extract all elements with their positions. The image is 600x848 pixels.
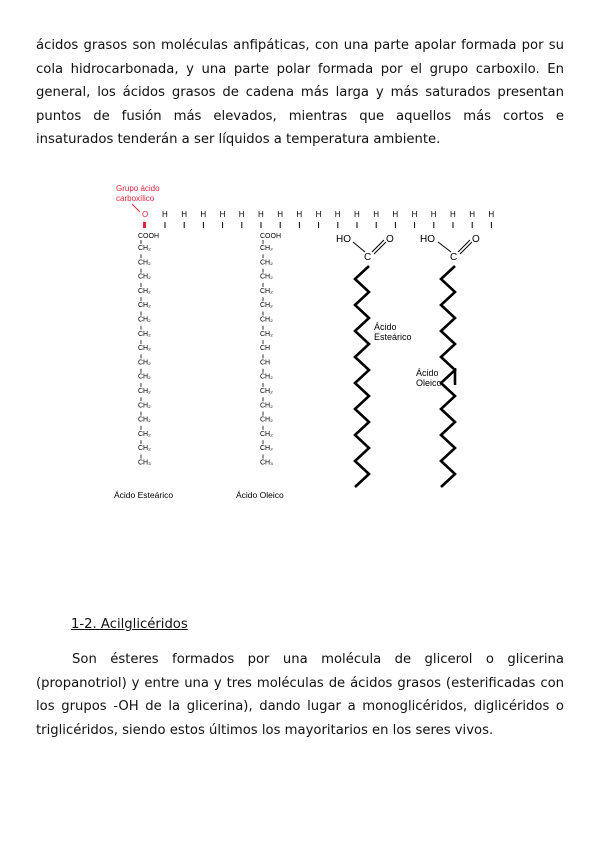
- h-atom: H: [162, 210, 168, 219]
- h-atom: H: [258, 210, 264, 219]
- carboxyl-label-1: Grupo ácido: [116, 184, 160, 193]
- section-heading: 1-2. Acilglicéridos: [71, 617, 188, 632]
- chain-unit: CH₂: [260, 245, 273, 252]
- chain-unit: CH: [260, 359, 271, 367]
- stearic-ho: HO: [336, 234, 351, 245]
- chain-unit: CH₂: [138, 430, 151, 438]
- stearic-chain-column: [138, 240, 151, 467]
- chain-unit: CH₂: [138, 445, 151, 453]
- h-atom: H: [430, 210, 437, 219]
- h-atom: H: [411, 210, 418, 219]
- oleic-caption: Ácido Oleico: [236, 490, 284, 500]
- oleic-cooh: COOH: [260, 233, 281, 240]
- h-atom: H: [488, 210, 495, 219]
- stearic-cooh: COOH: [138, 233, 159, 240]
- chain-unit: CH₃: [138, 459, 151, 467]
- paragraph-acylglycerides: Son ésteres formados por una molécula de glicerol o glicerina (propanotriol) y entre una y tres moléculas de ácidos grasos (esterificadas con los grupos -OH de la glicerina), dando lugar a monoglicéridos, diglicéridos o triglicéridos, siendo estos últimos los mayoritarios en los seres vivos.: [36, 652, 564, 738]
- chain-unit: CH₂: [138, 245, 151, 252]
- chain-unit: CH₂: [138, 287, 151, 295]
- chain-unit: CH₂: [138, 416, 151, 424]
- stearic-zigzag-chain: [355, 266, 369, 487]
- oleic-ho-bond: [438, 242, 451, 252]
- oleic-chain-column: [260, 240, 273, 467]
- chain-unit: CH₂: [138, 402, 151, 410]
- h-atom: H: [200, 210, 207, 219]
- chain-unit: CH₂: [260, 302, 273, 310]
- chain-unit: CH₂: [260, 388, 273, 395]
- h-atom: H: [469, 210, 475, 219]
- chain-unit: CH₂: [138, 359, 151, 367]
- h-atom: H: [296, 210, 303, 219]
- chain-unit: CH₂: [260, 316, 273, 324]
- chain-unit: CH₂: [138, 388, 151, 395]
- paragraph-fatty-acids: ácidos grasos son moléculas anfipáticas, con una parte apolar formada por su cola hidrocarbonada, y una parte polar formada por el grupo carboxilo. En general, los ácidos grasos de cadena más larga y más saturados presentan puntos de fusión más elevados, mientras que aquellos más cortos e insaturados tenderán a ser líquidos a temperatura ambiente.: [36, 38, 564, 147]
- oleic-o: O: [472, 234, 480, 245]
- carboxyl-o: O: [142, 210, 149, 219]
- oleic-ho: HO: [420, 234, 435, 245]
- h-atom: H: [392, 210, 399, 219]
- chain-unit: CH₂: [260, 416, 273, 424]
- chain-unit: CH₂: [138, 302, 151, 310]
- chain-unit: CH₂: [138, 345, 151, 353]
- chain-unit: CH₂: [138, 273, 151, 281]
- stearic-o: O: [386, 234, 394, 245]
- carboxyl-bond: [143, 222, 146, 228]
- chain-unit: CH₂: [138, 259, 151, 267]
- chain-unit: CH₂: [260, 273, 273, 281]
- fatty-acid-figure: [108, 180, 498, 510]
- chain-unit: CH₂: [260, 259, 273, 267]
- stearic-zigzag-label-2: Esteárico: [374, 332, 412, 342]
- h-atom: H: [181, 210, 187, 219]
- chain-unit: CH₂: [138, 373, 151, 381]
- chain-unit: CH₂: [260, 287, 273, 295]
- chain-unit: CH₂: [260, 330, 273, 338]
- h-atom: H: [354, 210, 360, 219]
- h-atom: H: [450, 210, 456, 219]
- chain-unit: CH₂: [260, 445, 273, 453]
- stearic-ho-bond: [353, 242, 365, 252]
- h-atom: H: [373, 210, 379, 219]
- chain-unit: CH₂: [138, 316, 151, 324]
- chain-unit: CH₂: [260, 373, 273, 381]
- chain-unit: CH: [260, 345, 271, 353]
- fatty-acid-diagram: [108, 180, 498, 510]
- chain-unit: CH₃: [260, 459, 273, 467]
- carboxyl-arrow: [132, 204, 140, 212]
- oleic-zigzag-label-1: Ácido: [416, 368, 439, 378]
- h-atom: H: [277, 210, 283, 219]
- hydrogen-row: [162, 210, 494, 228]
- stearic-c: C: [364, 252, 372, 263]
- chain-unit: CH₂: [260, 430, 273, 438]
- h-atom: H: [315, 210, 322, 219]
- stearic-caption: Ácido Esteárico: [114, 490, 174, 500]
- h-atom: H: [219, 210, 226, 219]
- oleic-zigzag-label-2: Oleico: [416, 378, 442, 388]
- stearic-zigzag-label-1: Ácido: [374, 322, 397, 332]
- oleic-c: C: [450, 252, 458, 263]
- oleic-zigzag-chain: [441, 266, 455, 487]
- h-atom: H: [334, 210, 341, 219]
- carboxyl-label-2: carboxílico: [116, 194, 155, 203]
- chain-unit: CH₂: [260, 402, 273, 410]
- chain-unit: CH₂: [138, 330, 151, 338]
- h-atom: H: [238, 210, 245, 219]
